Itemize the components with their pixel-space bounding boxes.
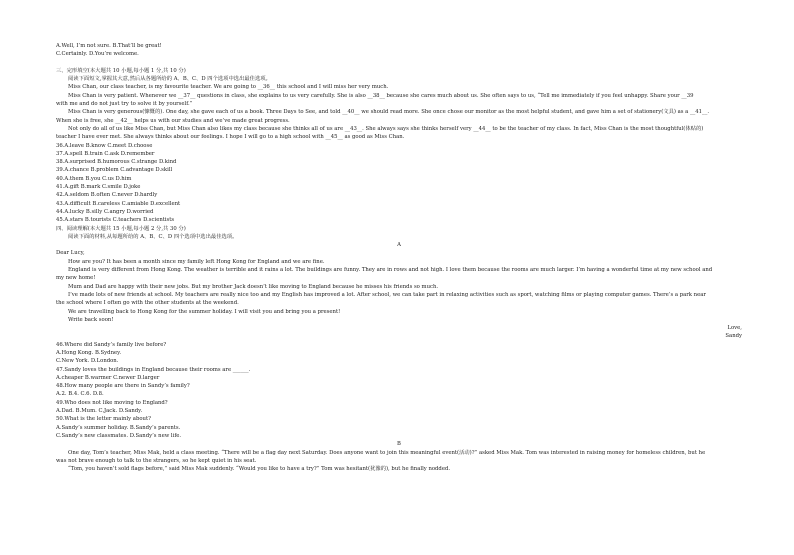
text-line: Miss Chan, our class teacher, is my favourite teacher. We are going to __36__ this school and I will miss her very much. (68, 84, 389, 91)
text-line: 40.A.them B.you C.us D.him (56, 175, 132, 182)
text-line: Miss Chan is very generous(慷慨的). One day, she gave each of us a book. Three Days to See, and told __40__ we should read more. She once chose our monitor as the most helpful student, and gave him a set of stationery(文具) as a __41__. (68, 109, 710, 116)
text-line: How are you? It has been a month since my family left Hong Kong for England and we are fine. (68, 258, 325, 265)
text-line: We are travelling back to Hong Kong for the summer holiday. I will visit you and bring you a present! (68, 308, 341, 315)
text-line: C.New York. D.London. (56, 358, 119, 365)
text-line: A.Sandy’s summer holiday. B.Sandy’s parents. (56, 424, 181, 431)
text-line: 48.How many people are there in Sandy’s family? (56, 383, 190, 390)
text-line: 四、阅读理解(本大题共 15 小题,每小题 2 分,共 30 分) (56, 225, 186, 232)
text-line (56, 59, 742, 67)
text-line: A.Well, I’m not sure. B.That’ll be great! (56, 43, 162, 49)
text-line: 46.Where did Sandy’s family live before? (56, 341, 167, 348)
text-line: 三、完形填空(本大题共 10 小题,每小题 1 分,共 10 分) (56, 67, 186, 74)
text-line: One day, Tom’s teacher, Miss Mak, held a class meeting. “There will be a flag day next Saturday. Does anyone want to join this meaningful event(活动)?” asked Miss Mak. Tom was interested in raising money for homeless children, but he (68, 449, 706, 456)
text-line: B (397, 441, 401, 448)
text-line: was not brave enough to talk to the strangers, so he kept quiet in his seat. (56, 457, 257, 464)
text-line: Miss Chan is very patient. Whenever we __37__ questions in class, she explains to us very carefully. She is also __38__ because she cares much about us. She often says to us, “Tell me immediately if you feel unhappy. Share your __39 (68, 92, 694, 99)
text-line: A.Hong Kong. B.Sydney. (56, 349, 122, 356)
text-line: 39.A.chance B.problem C.advantage D.skill (56, 167, 173, 174)
text-line: A.cheaper B.warmer C.newer D.larger (56, 374, 160, 381)
text-line: 41.A.gift B.mark C.smile D.joke (56, 184, 141, 191)
text-line: A.Dad. B.Mum. C.Jack. D.Sandy. (56, 408, 143, 415)
text-line: with me and do not just try to solve it by yourself.” (56, 101, 193, 108)
text-line: my new home! (56, 275, 96, 282)
text-line: Not only do all of us like Miss Chan, but Miss Chan also likes my class because she thinks all of us are __43__. She always says she thinks herself very __44__ to be the teacher of my class. In fact, Miss Chan is the most thoughtful(体贴的) (68, 125, 704, 132)
text-line: Sandy (725, 333, 742, 340)
text-line: Write back soon! (68, 316, 114, 323)
text-line: Dear Lucy, (56, 250, 85, 257)
text-line: 49.Who does not like moving to England? (56, 399, 168, 406)
text-line: 50.What is the letter mainly about? (56, 416, 151, 423)
text-line: 阅读下面短文,掌握其大意,然后从各题所给的 A、B、C、D 四个选项中选出最佳选项。 (68, 76, 271, 83)
text-line: Love, (727, 325, 742, 332)
text-line: C.Sandy’s new classmates. D.Sandy’s new life. (56, 432, 182, 439)
text-line: 44.A.lucky B.silly C.angry D.worried (56, 208, 154, 215)
text-line: 阅读下面的材料,从每题所给的 A、B、C、D 四个选项中选出最佳选项。 (68, 233, 238, 240)
text-line: the school where I often go with the other students at the weekend. (56, 300, 239, 307)
text-line: 36.A.leave B.know C.meet D.choose (56, 142, 153, 149)
text-line: A.2. B.4. C.6. D.8. (56, 391, 104, 398)
text-line: England is very different from Hong Kong. The weather is terrible and it rains a lot. The buildings are funny. They are in rows and not high. I love them because the rooms are much larger. I’m having a wonderful time at my new school and (68, 267, 713, 274)
text-line: I’ve made lots of new friends at school. My teachers are really nice too and my English has improved a lot. After school, we can take part in relaxing activities such as sport, watching films or playing computer games. There’s a park near (68, 291, 706, 298)
text-line: 45.A.stars B.tourists C.teachers D.scientists (56, 217, 175, 224)
text-line: teacher I have ever met. She always thinks about our feelings. I hope I will go to a high school with __45__ as good as Miss Chan. (56, 134, 405, 141)
text-line: When she is free, she __42__ helps us with our studies and we’ve made great progress. (56, 117, 290, 124)
exam-page (56, 42, 742, 473)
text-line: 38.A.surprised B.humorous C.strange D.kind (56, 159, 177, 166)
text-line: A (397, 242, 401, 249)
text-line: 37.A.spell B.train C.ask D.remember (56, 150, 155, 157)
text-line: 42.A.seldom B.often C.never D.hardly (56, 192, 158, 199)
text-line: 43.A.difficult B.careless C.amiable D.excellent (56, 200, 181, 207)
text-line: 47.Sandy loves the buildings in England because their rooms are ______. (56, 366, 251, 373)
text-line: C.Certainly. D.You’re welcome. (56, 51, 139, 58)
text-line: Mum and Dad are happy with their new jobs. But my brother Jack doesn’t like moving to England because he misses his friends so much. (68, 283, 439, 290)
text-line: “Tom, you haven’t sold flags before,” said Miss Mak suddenly. “Would you like to have a try?” Tom was hesitant(犹豫的), but he finally nodded. (68, 466, 451, 473)
